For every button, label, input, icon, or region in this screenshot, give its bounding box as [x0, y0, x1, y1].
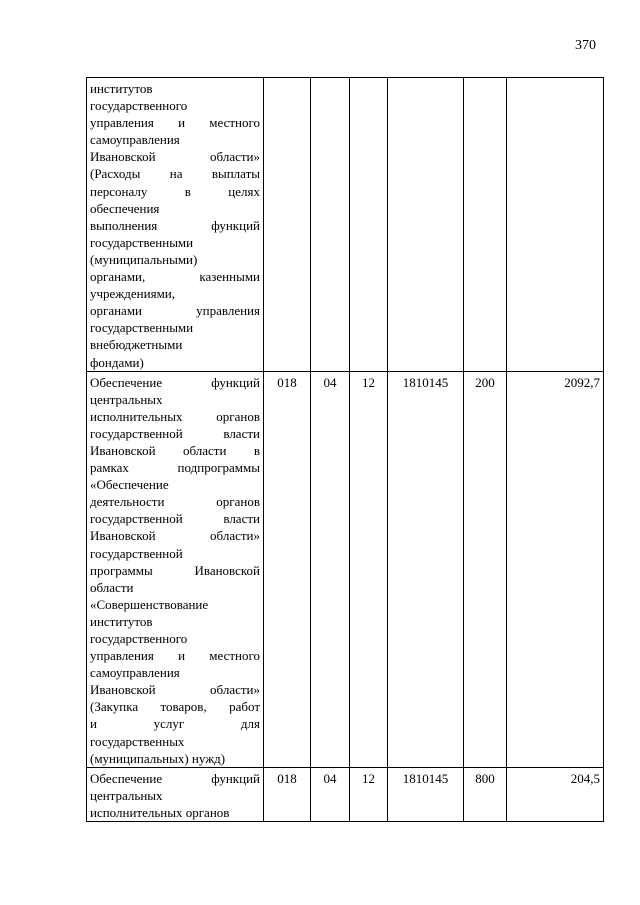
expense-name-line: самоуправления [90, 665, 180, 681]
subsection-cell: 12 [350, 767, 388, 821]
expense-name-line: институтов [90, 613, 153, 629]
sum-cell [507, 78, 604, 372]
expense-type-cell: 200 [464, 371, 507, 767]
expense-name-line: государственного [90, 631, 188, 646]
expense-name-line: государственными [90, 320, 194, 336]
department-code-cell [264, 78, 311, 372]
expense-name-line: программы Ивановской [90, 562, 260, 578]
expense-name-cell [87, 767, 264, 821]
expense-name-line: государственной [90, 545, 183, 561]
expense-type-cell [464, 78, 507, 372]
table-row [87, 371, 604, 767]
expense-name-line: управления и местного [90, 648, 260, 664]
target-item-cell: 1810145 [388, 371, 464, 767]
expense-name-line: Ивановской области в [90, 442, 260, 458]
expense-name-line: управления и местного [90, 115, 260, 131]
expense-name-line: обеспечения [90, 200, 160, 216]
section-cell: 04 [311, 767, 350, 821]
expense-name-line: (Расходы на выплаты [90, 166, 260, 182]
expense-name-line: персоналу в целях [90, 183, 260, 199]
expense-name-line: (муниципальными) [90, 251, 198, 267]
sum-cell: 2092,7 [507, 371, 604, 767]
expense-name-line: государственной власти [90, 511, 260, 527]
budget-table-body [87, 78, 604, 822]
expense-name-cell [87, 78, 264, 372]
expense-name-line: области [90, 579, 134, 595]
expense-name-line: органами, казенными [90, 269, 260, 285]
expense-name-line: центральных [90, 787, 163, 803]
expense-name-line: исполнительных органов [90, 408, 260, 424]
expense-name-line: выполнения функций [90, 217, 260, 233]
expense-name-line: фондами) [90, 354, 144, 370]
expense-name-line: государственных [90, 733, 185, 749]
expense-name-line: государственной власти [90, 425, 260, 441]
budget-table [86, 77, 604, 822]
expense-name-line: учреждениями, [90, 286, 176, 302]
expense-name-line: государственного [90, 98, 188, 114]
page-number: 370 [575, 38, 596, 53]
expense-name-line: (Закупка товаров, работ [90, 699, 260, 715]
subsection-cell: 12 [350, 371, 388, 767]
target-item-cell: 1810145 [388, 767, 464, 821]
table-row [87, 767, 604, 821]
expense-type-cell: 800 [464, 767, 507, 821]
expense-name-cell [87, 371, 264, 767]
expense-name-line: (муниципальных) нужд) [90, 750, 226, 766]
expense-name-line: Ивановской области» [90, 682, 260, 698]
expense-name-line: Ивановской области» [90, 149, 260, 165]
target-item-cell [388, 78, 464, 372]
expense-name-line: исполнительных органов [90, 804, 230, 820]
table-row [87, 78, 604, 372]
section-cell [311, 78, 350, 372]
expense-name-line: институтов [90, 81, 153, 96]
expense-name-line: Обеспечение функций [90, 374, 260, 390]
expense-name-line: Обеспечение функций [90, 770, 260, 786]
expense-name-line: «Совершенствование [90, 596, 209, 612]
subsection-cell [350, 78, 388, 372]
section-cell: 04 [311, 371, 350, 767]
department-code-cell: 018 [264, 767, 311, 821]
expense-name-line: государственными [90, 234, 194, 250]
expense-name-line: и услуг для [90, 716, 260, 732]
expense-name-line: внебюджетными [90, 337, 183, 353]
sum-cell: 204,5 [507, 767, 604, 821]
expense-name-line: центральных [90, 391, 163, 407]
expense-name-line: Ивановской области» [90, 528, 260, 544]
expense-name-line: органами управления [90, 303, 260, 319]
expense-name-line: «Обеспечение [90, 477, 169, 493]
expense-name-line: рамках подпрограммы [90, 460, 260, 476]
expense-name-line: деятельности органов [90, 494, 260, 510]
expense-name-line: самоуправления [90, 132, 180, 148]
department-code-cell: 018 [264, 371, 311, 767]
